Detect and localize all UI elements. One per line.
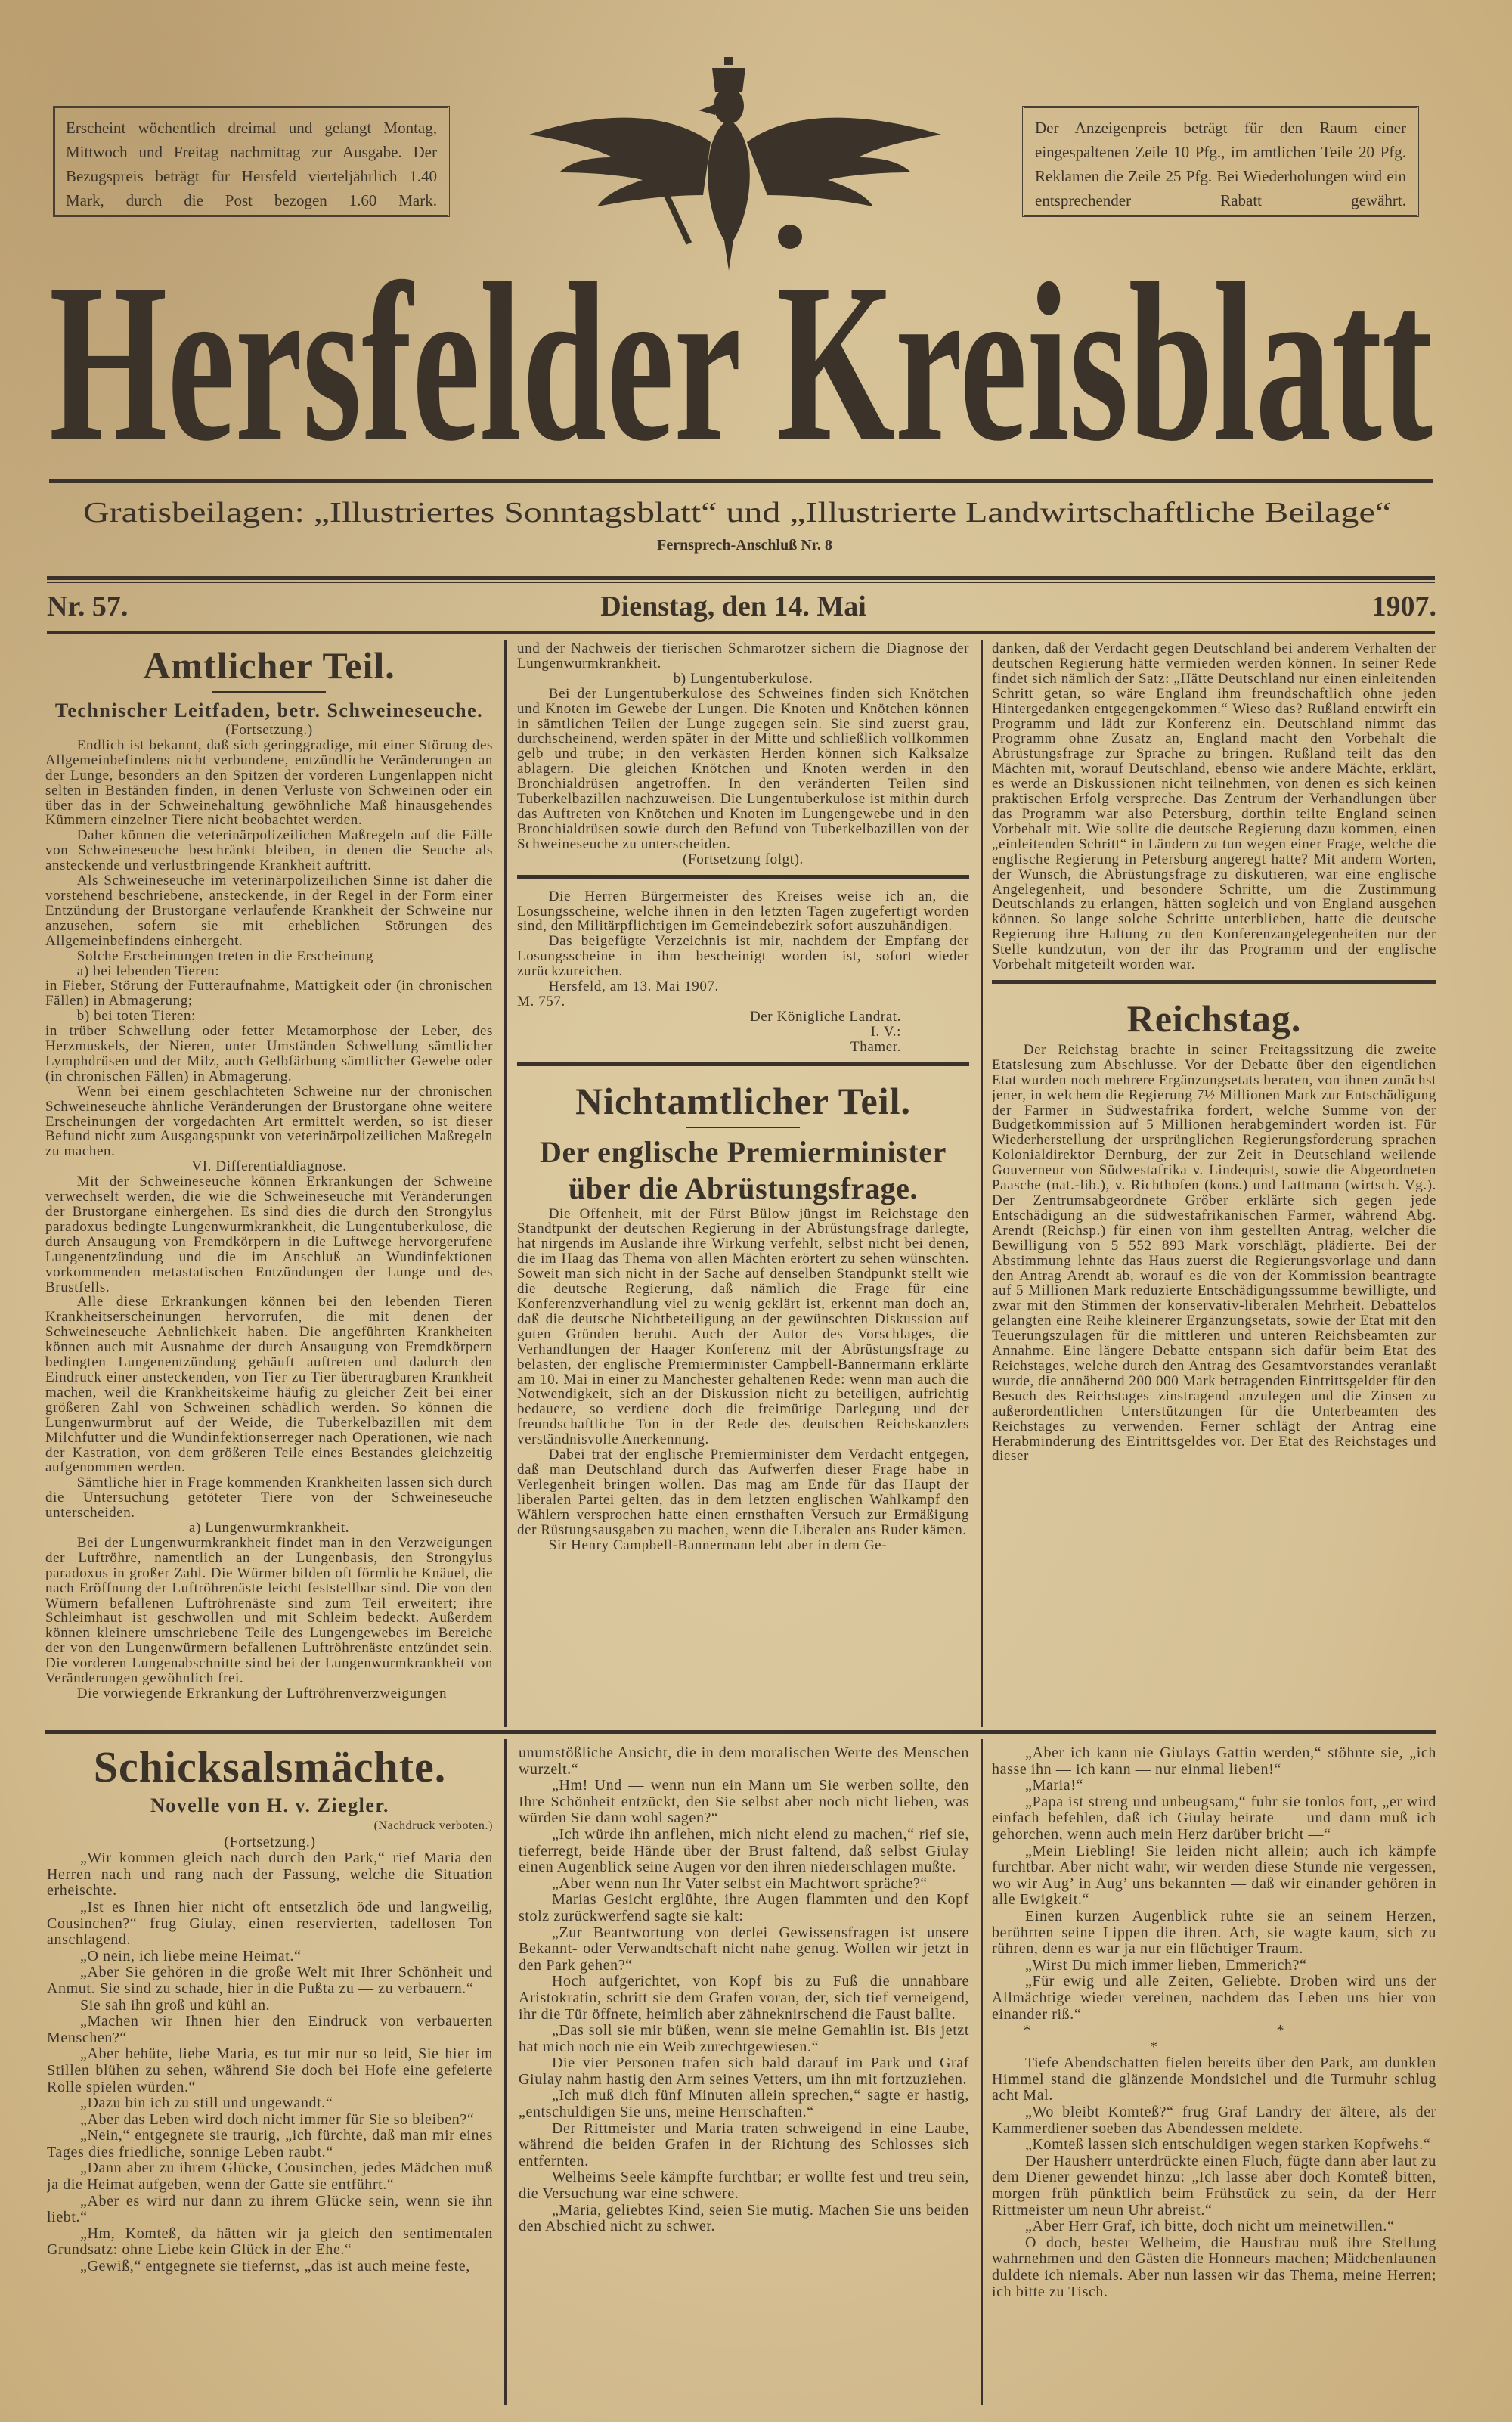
para-block: „Nein,“ entgegnete sie traurig, „ich fürchte, daß man mir eines Tages dies friedliche, sonnige Leben raubt.“ xyxy=(47,2127,493,2160)
para-block: „Mein Liebling! Sie leiden nicht allein; auch ich kämpfe furchtbar. Aber nicht wahr, wir werden diese Stunde nie vergessen, wo wir Aug’ in Aug’ uns bekannten — daß wir einander gehören in alle Ewigkeit.“ xyxy=(992,1842,1436,1909)
novel-column-2 xyxy=(519,1745,969,2418)
para-block: Wenn bei einem geschlachteten Schweine nur der chronischen Schweineseuche ähnliche Veränderungen der Brustorgane ohne weitere Erscheinungen der vorgedachten Art ermittelt werden, so ist dieser Befund nicht zum Ausgangspunkt von veterinärpolizeilichen Maßregeln zu machen. xyxy=(45,1083,493,1160)
issue-year: 1907. xyxy=(1371,591,1436,622)
para-block: Sie sah ihn groß und kühl an. xyxy=(80,1996,271,2014)
para-block: „Machen wir Ihnen hier den Eindruck von verbauerten Menschen?“ xyxy=(47,2013,493,2046)
para-block: „Dazu bin ich zu still und ungewandt.“ xyxy=(80,2095,333,2112)
para-block: Der Reichstag brachte in seiner Freitagssitzung die zweite Etatslesung zum Abschlusse. Vor der Debatte über den eigentlichen Etat wurden noch mehrere Ergänzungsetats beraten, von ihnen zunächst jener, in welchem die Regierung 7½ Millionen Mark zur Entschädigung der Farmer in Südwestafrika fordert, welche Summe von der Budgetkommission auf 5 Millionen herabgemindert worden ist. Für Wiederherstellung der ursprünglichen Regierungsforderung sprachen Kolonialdirektor Dernburg, der zur Zeit in Deutschland weilende Gouverneur von Südwestafrika v. Lindequist, sowie die Abgeordneten Paasche (nat.-lib.), v. Richthofen (kons.) und Lattmann (wirtsch. Vg.). Der Zentrumsabgeordnete Gröber erklärte sich gegen jede Entschädigung an die südwestafrikanischen Farmer, während Abg. Arendt (Reichsp.) für einen von ihm gestellten Antrag, welcher die Bewilligung von 5 552 893 Mark vorschlägt, plädierte. Bei der Abstimmung lehnte das Haus zuerst die Regierungsvorlage und dann den Antrag Arendt ab, worauf es die von der Kommission beantragte auf 5 Millionen Mark reduzierte Entschädigungssumme bewilligte, und zwar mit den Stimmen der konservativ-liberalen Mehrheit. Debattelos gelangten eine Reihe kleinerer Ergänzungsetats, sowie der Etat mit den Teuerungszulagen für die mittleren und unteren Reichsbeamten zur Annahme. Eine längere Debatte entspann sich dafür beim Etat des Reichstages, welche durch den Antrag des Gesamtvorstandes veranlaßt wurde, die annähernd 200 000 Mark betragenden Eintrittsgelder für den Besuch des Reichstages zinstragend anzulegen und die Zinsen zu außerordentlichen Unterstützungen für die Unterbeamten des Reichstages zu verwenden. Ferner schlägt der Antrag eine Herabminderung des Eintrittsgeldes vor. Der Etat des Reichstages und dieser xyxy=(992,1041,1436,1465)
heading-block: Nichtamtlicher Teil. xyxy=(575,1079,912,1122)
supplements-line xyxy=(83,493,1399,531)
subheading-block: Technischer Leitfaden, betr. Schweineseuche. xyxy=(54,699,484,721)
para-block: Bei der Lungentuberkulose des Schweines finden sich Knötchen und Knoten im Gewebe der Lungen. Die Knoten und Knötchen können in sämtlichen Teilen der Lunge zugegen sein. Sie sind zuerst grau, durchscheinend, werden später in der Mitte und schließlich vollkommen gelb und trübe; in den verkästen Herden können sich Kalksalze ablagern. Die gleichen Knötchen und Knoten werden in den Bronchialdrüsen angetroffen. In den veränderten Teilen sind Tuberkelbazillen nachzuweisen. Die Lungentuberkulose ist mithin durch das Auftreten von Knötchen und Knoten im Lungengewebe und in den Bronchialdrüsen sowie durch den Befund von Tuberkelbazillen von der Schweineseuche zu unterscheiden. xyxy=(517,685,969,852)
header-rule-thin xyxy=(47,582,1435,583)
phone-number: Fernsprech-Anschluß Nr. 8 xyxy=(657,537,832,554)
para-noindent-block: in trüber Schwellung oder fetter Metamorphose der Leber, des Herzmuskels, der Nieren, unter Umständen Schwellung sämtlicher Lymphdrüsen und der Milz, auch Gelbfärbung sämtlicher Gewebe oder (in chronischen Fällen) in Abmagerung. xyxy=(45,1023,493,1084)
para-block: Der Rittmeister und Maria traten schweigend in eine Laube, während die beiden Grafen in der Richtung des Schlosses sich entfernten. xyxy=(519,2120,969,2169)
para-block: Tiefe Abendschatten fielen bereits über den Park, am dunklen Himmel stand die glänzende Mondsichel und die Turmuhr schlug acht Mal. xyxy=(992,2055,1436,2104)
para-block: „Hm! Und — wenn nun ein Mann um Sie werben sollte, den Ihre Schönheit entzückt, den Sie selbst aber noch nicht lieben, was würden Sie dann wohl sagen?“ xyxy=(519,1777,969,1827)
para-block: „Aber es wird nur dann zu ihrem Glücke sein, wenn sie ihn liebt.“ xyxy=(47,2192,493,2226)
eagle-emblem-icon xyxy=(529,51,941,272)
para-block: Einen kurzen Augenblick ruhte sie an seinem Herzen, berührten seine Lippen die ihren. Ach, sie wagte kaum, sich zu rühren, denn es war ja nur ein flüchtiger Traum. xyxy=(992,1907,1436,1958)
para-block: Sir Henry Campbell-Bannermann lebt aber in dem Ge- xyxy=(548,1537,888,1553)
para-block: „Ist es Ihnen hier nicht oft entsetzlich öde und langweilig, Cousinchen?“ frug Giulay, einen reservierten, tadellosen Ton anschlagend. xyxy=(47,1898,493,1949)
sub-right-block: (Nachdruck verboten.) xyxy=(373,1819,493,1832)
heading-block: Schicksalsmächte. xyxy=(93,1742,447,1791)
ref-block: M. 757. xyxy=(517,993,565,1009)
supplements-text: Gratisbeilagen: „Illustriertes Sonntagsblatt“ und „Illustrierte Landwirtschaftliche Beilage“ xyxy=(83,497,1391,529)
sig-block: Der Königliche Landrat. xyxy=(749,1008,901,1025)
issue-date: Dienstag, den 14. Mai xyxy=(600,591,866,622)
heading-line-block xyxy=(686,1127,800,1128)
para-block: „Aber wenn nun Ihr Vater selbst ein Machtwort spräche?“ xyxy=(552,1875,928,1892)
para-block: „Das soll sie mir büßen, wenn sie meine Gemahlin ist. Bis jetzt hat mich noch nie ein Weib zurechtgewiesen.“ xyxy=(519,2022,969,2055)
para-block: Das beigefügte Verzeichnis ist mir, nachdem der Empfang der Losungsscheine in ihm bescheinigt worden ist, sofort wieder zurückzureichen. xyxy=(517,933,969,980)
para-block: Mit der Schweineseuche können Erkrankungen der Schweine verwechselt werden, die wie die Schweineseuche mit Veränderungen der Brustorgane einhergehen. Es sind dies die durch den Strongylus paradoxus bedingte Lungenwurmkrankheit, die Lungentuberkulose, die durch Ansaugung von Fremdkörpern in die Luftwege hervorgerufene Lungenentzündung und die im Anschluß an Wundinfektionen vorkommenden metastatischen Entzündungen der Lunge und des Brustfells. xyxy=(45,1174,493,1295)
official-section-column xyxy=(45,641,493,1726)
masthead-rule xyxy=(49,479,1433,483)
sig-block: Thamer. xyxy=(850,1038,901,1055)
para-block: Daher können die veterinärpolizeilichen Maßregeln auf die Fälle von Schweineseuche beschränkt bleiben, in denen die Seuche als ansteckende und verlustbringende Krankheit auftritt. xyxy=(45,827,493,874)
center-block: VI. Differentialdiagnose. xyxy=(191,1158,347,1175)
center-block: (Fortsetzung folgt). xyxy=(683,851,804,867)
para-block: Solche Erscheinungen treten in die Erscheinung xyxy=(76,947,373,964)
para-block: O doch, bester Welheim, die Hausfrau muß ihre Stellung wahrnehmen und den Gästen die Honneurs machen; Mädchenlaunen duldete ich niemals. Aber nun lassen wir das Thema, meine Herren; ich bitte zu Tisch. xyxy=(992,2234,1436,2300)
column-divider xyxy=(504,1739,507,2405)
subscription-info-text: Erscheint wöchentlich dreimal und gelangt Montag, Mittwoch und Freitag nachmittag zur Ausgabe. Der Bezugspreis beträgt für Hersfeld vierteljährlich 1.40 Mark, durch die Post bezogen 1.60 Mark. xyxy=(66,119,437,209)
subscription-info-box xyxy=(53,106,450,217)
headline-block: Der englische Premierminister über die Abrüstungsfrage. xyxy=(540,1134,947,1205)
novel-column-3 xyxy=(992,1745,1436,2418)
novel-column-1 xyxy=(47,1741,493,2417)
advertising-rates-box xyxy=(1022,106,1419,217)
para-block: „Wo bleibt Komteß?“ frug Graf Landry der ältere, als der Kammerdiener soeben das Abendessen meldete. xyxy=(992,2104,1436,2137)
para-block: b) bei toten Tieren: xyxy=(76,1008,196,1025)
newspaper-title-text: Hersfelder Kreisblatt xyxy=(49,268,1435,476)
para-block: „Wir kommen gleich nach durch den Park,“ rief Maria den Herren nach und rang nach der Fassung, welche die Situation erheischte. xyxy=(47,1850,493,1899)
advertising-rates-text: Der Anzeigenpreis beträgt für den Raum einer eingespaltenen Zeile 10 Pfg., im amtlichen Teile 20 Pfg. Reklamen die Zeile 25 Pfg. Bei Wiederholungen wird ein entsprechender Rabatt gewährt. xyxy=(1035,119,1406,209)
para-block: Die vorwiegende Erkrankung der Luftröhrenverzweigungen xyxy=(76,1685,448,1701)
para-block: „Dann aber zu ihrem Glücke, Cousinchen, jedes Mädchen muß ja die Heimat aufgeben, wenn der Gatte sie entführt.“ xyxy=(47,2160,493,2194)
subheading-block: Novelle von H. v. Ziegler. xyxy=(150,1794,390,1816)
para-block: „Gewiß,“ entgegnete sie tiefernst, „das ist auch meine feste, xyxy=(80,2258,470,2275)
para-block: Hersfeld, am 13. Mai 1907. xyxy=(548,978,719,995)
para-block: Bei der Lungenwurmkrankheit findet man in den Verzweigungen der Luftröhre, namentlich an der Lungenbasis, den Strongylus paradoxus in großer Zahl. Die Würmer bilden oft förmliche Knäuel, die nach Eröffnung der Luftröhrenäste leicht feststellbar sind. Die von den Wümern befallenen Luftröhrenäste sind zum Teil erweitert; ihre Schleimhaut ist geschwollen und mit Schleim bedeckt. Außerdem können kleinere umschriebene Teile des Lungengewebes im Bereiche der von den Lungenwürmern befallenen Luftröhrenäste entzündet sein. Die vorderen Lungenabschnitte sind bei der Lungenwurmkrankheit von Veränderungen gewöhnlich frei. xyxy=(45,1534,493,1687)
para-block: Die Herren Bürgermeister des Kreises weise ich an, die Losungsscheine, welche ihnen in den letzten Tagen zugefertigt worden sind, den Militärpflichtigen im Gemeindebezirk sofort auszuhändigen. xyxy=(517,888,969,935)
para-block: „Zur Beantwortung von derlei Gewissensfragen ist unsere Bekannt- oder Verwandtschaft nicht nahe genug. Wollen wir jetzt in den Park gehen?“ xyxy=(519,1924,969,1974)
header-rule xyxy=(47,576,1435,580)
para-block: a) bei lebenden Tieren: xyxy=(76,963,220,979)
para-block: Welheims Seele kämpfte furchtbar; er wollte fest und treu sein, die Versuchung war eine schwere. xyxy=(519,2169,969,2203)
para-block: „Papa ist streng und unbeugsam,“ fuhr sie tonlos fort, „er wird einfach befehlen, daß ich Giulay heirate — und dann muß ich gehorchen, wenn auch mein Herz darüber bricht —“ xyxy=(992,1793,1436,1843)
issue-number: Nr. 57. xyxy=(47,591,129,622)
column-divider xyxy=(504,640,507,1727)
stars-block: * * * xyxy=(1023,2022,1405,2055)
para-block: „Ich würde ihn anflehen, mich nicht elend zu machen,“ rief sie, tieferregt, beide Hände über der Brust faltend, daß selbst Giulay einen Augenblick seine Augen vor den ihren niederschlagen mußte. xyxy=(519,1825,969,1876)
center-block: a) Lungenwurmkrankheit. xyxy=(188,1520,350,1537)
para-block: „Ich muß dich fünf Minuten allein sprechen,“ sagte er hastig, „entschuldigen Sie uns, meine Herrschaften.“ xyxy=(519,2087,969,2121)
para-block: „Komteß lassen sich entschuldigen wegen starken Kopfwehs.“ xyxy=(1025,2136,1431,2154)
para-block: Die vier Personen trafen sich bald darauf im Park und Graf Giulay nahm hastig den Arm seines Vetters, um ihn mit fortzuziehen. xyxy=(519,2055,969,2088)
para-block: „Aber behüte, liebe Maria, es tut mir nur so leid, Sie hier im Stillen blühen zu sehen, während Sie doch bei Hofe eine gefeierte Rolle spielen würden.“ xyxy=(47,2045,493,2095)
para-block: „Für ewig und alle Zeiten, Geliebte. Droben wird uns der Allmächtige wieder vereinen, nachdem das Leben uns hier von einander riß.“ xyxy=(992,1973,1436,2023)
para-block: Als Schweineseuche im veterinärpolizeilichen Sinne ist daher die vorstehend beschriebene, ansteckende, in der Regel in der Form einer Entzündung der Brustorgane verlaufende Krankheit der Schweine nur anzusehen, sofern sie mit erheblichen Störungen des Allgemeinbefindens einhergeht. xyxy=(45,873,493,949)
rule-block-block xyxy=(992,980,1436,984)
heading-block: Amtlicher Teil. xyxy=(143,644,395,687)
para-noindent-block: und der Nachweis der tierischen Schmarotzer sichern die Diagnose der Lungenwurmkrankheit. xyxy=(517,641,969,671)
para-noindent-block: unumstößliche Ansicht, die in dem moralischen Werte des Menschen wurzelt.“ xyxy=(519,1745,969,1778)
para-block: Alle diese Erkrankungen können bei den lebenden Tieren Krankheitserscheinungen hervorrufen, die mit denen der Schweineseuche Aehnlichkeit haben. Die angeführten Krankheiten können auch mit Ausnahme der durch Ansaugung von Fremdkörpern bedingten Lungenentzündung gehäuft auftreten und dadurch den Eindruck einer ansteckenden, von Tier zu Tier übertragbaren Krankheit machen, weil die Krankheitskeime häufig zu gleicher Zeit bei einer größeren Zahl von Schweinen schädlich werden. So können die Lungenwurmbrut auf der Weide, die Tuberkelbazillen mit dem Milchfutter und die Wundinfektionserreger nach Operationen, wie nach der Kastration, von dem größeren Teile eines Bestandes gleichzeitig aufgenommen werden. xyxy=(45,1294,493,1476)
rule-block-block xyxy=(517,1062,969,1066)
right-news-column xyxy=(992,641,1436,1726)
para-block: „O nein, ich liebe meine Heimat.“ xyxy=(80,1947,302,1965)
para-block: Endlich ist bekannt, daß sich geringgradige, mit einer Störung des Allgemeinbefindens nicht verbundene, entzündliche Veränderungen an der Lunge, besonders an den Spitzen der vorderen Lungenlappen nicht selten in Beständen finden, in denen Verluste von Schweinen oder ein über das in der Schweinehaltung gewöhnliche Maß hinausgehendes Kümmern einzelner Tiere nicht beobachtet werden. xyxy=(45,737,493,829)
para-block: „Hm, Komteß, da hätten wir ja gleich den sentimentalen Grundsatz: ohne Liebe kein Glück in der Ehe.“ xyxy=(47,2225,493,2259)
heading-block: Reichstag. xyxy=(1126,997,1302,1040)
sig-block: I. V.: xyxy=(870,1023,901,1040)
newspaper-title xyxy=(45,268,1440,476)
center-block: (Fortsetzung.) xyxy=(224,1833,316,1850)
para-block: „Aber das Leben wird doch nicht immer für Sie so bleiben?“ xyxy=(80,2110,475,2128)
para-block: „Aber Herr Graf, ich bitte, doch nicht um meinetwillen.“ xyxy=(1025,2218,1395,2235)
center-block: (Fortsetzung.) xyxy=(225,722,313,738)
para-block: Die Offenheit, mit der Fürst Bülow jüngst im Reichstage den Standtpunkt der deutschen Regierung in der Abrüstungsfrage darlegte, hat nirgends im Auslande ihre Wirkung verfehlt, selbst nicht bei denen, die im Haag das Thema von allen Mächten erörtert zu sehen wünschten. Soweit man sich nicht in der Sache auf denselben Standpunkt stellt wie die deutsche Regierung, daß nämlich die Frage für eine Konferenzverhandlung viel zu wenig geklärt ist, erkennt man doch an, daß die deutsche Nichtbeteiligung an der gewünschten Diskussion auf guten Gründen beruht. Auch der Autor des Vorschlages, die Verhandlungen der Haager Konferenz mit der Abrüstungsfrage zu belasten, der englische Premierminister Campbell-Bannermann erklärte am 10. Mai in einer zu Manchester gehaltenen Rede: wenn man auch die Notwendigkeit, sich an der Diskussion nicht zu beteiligen, aufrichtig bedauere, so verdiene doch die freimütige Darlegung und der freundschaftliche Ton in der Rede des deutschen Reichskanzlers verständnisvolle Anerkennung. xyxy=(517,1205,969,1448)
column-divider xyxy=(981,640,983,1727)
center-block: b) Lungentuberkulose. xyxy=(673,670,813,687)
para-block: „Maria, geliebtes Kind, seien Sie mutig. Machen Sie uns beiden den Abschied nicht zu schwer. xyxy=(519,2201,969,2235)
para-block: „Maria!“ xyxy=(1025,1777,1083,1794)
para-block: „Aber Sie gehören in die große Welt mit Ihrer Schönheit und Anmut. Sie sind zu schade, hier in die Pußta zu — zu verbauern.“ xyxy=(47,1964,493,1997)
para-block: „Wirst Du mich immer lieben, Emmerich?“ xyxy=(1025,1956,1307,1974)
para-block: Dabei trat der englische Premierminister dem Verdacht entgegen, daß man Deutschland durch das Aufwerfen dieser Frage habe in Verlegenheit bringen wollen. Das mag am Ende für das Haupt der liberalen Partei gelten, das in dem letzten englischen Wahlkampf den Wählern versprochen hatte einen ernsthaften Versuch zur Ermäßigung der Rüstungsausgaben zu machen, wenn die Liberalen ans Ruder kämen. xyxy=(517,1447,969,1538)
para-noindent-block: danken, daß der Verdacht gegen Deutschland bei anderem Verhalten der deutschen Regierung hätte vermieden werden können. In seiner Rede findet sich nämlich der Satz: „Hätte Deutschland nur einen einleitenden Schritt getan, so wäre England ihm freundschaftlich ohne jeden Hintergedanken entgegengekommen.“ Wieso das? Rußland entwirft ein Programm und lädt zur Konferenz ein. Deutschland nimmt das Programm ohne Zusatz an, England macht den Vorbehalt die Abrüstungsfrage zur Sprache zu bringen. Rußland teilt das den Mächten mit, worauf Deutschland, ebenso wie andere Mächte, erklärt, es werde an Diskussionen nicht teilnehmen, von denen es sich keinen praktischen Erfolg verspreche. Das Zentrum der Verhandlungen über das Programm war also Petersburg, dorthin teilte England seinen Vorbehalt mit. Wie sollte die deutsche Regierung dazu kommen, einen „einleitenden Schritt“ in Ländern zu tun wegen einer Frage, welche die englische Regierung in Petersburg angeregt hatte? Mit andern Worten, der Wunsch, die Abrüstungsfrage zu diskutieren, war eine englische Angelegenheit, und besondere Schritte, um die Zustimmung Deutschlands zu erlangen, hätten sogleich und von England ausgehen können. So lange solche Schritte unterblieben, hatte die deutsche Regierung ihre Haltung zu den Konferenzangelegenheiten nur der Stelle kundzutun, von der ihr das Programm und der englische Vorbehalt mitgeteilt worden war. xyxy=(992,641,1436,973)
heading-line-block xyxy=(212,691,326,693)
middle-news-column xyxy=(517,641,969,1726)
para-noindent-block: in Fieber, Störung der Futteraufnahme, Mattigkeit oder (in chronischen Fällen) in Abmagerung; xyxy=(45,978,493,1009)
para-block: Hoch aufgerichtet, von Kopf bis zu Fuß die unnahbare Aristokratin, schritt sie dem Grafen voran, der, sich tief verneigend, ihr die Tür öffnete, heimlich aber zähneknirschend die Faust ballte. xyxy=(519,1973,969,2023)
header-bottom-rule xyxy=(47,631,1435,634)
rule-block-block xyxy=(517,875,969,879)
para-block: „Aber ich kann nie Giulays Gattin werden,“ stöhnte sie, „ich hasse ihn — ich kann — nur einmal lieben!“ xyxy=(992,1745,1436,1778)
para-block: Marias Gesicht erglühte, ihre Augen flammten und den Kopf stolz zurückwerfend sagte sie kalt: xyxy=(519,1891,969,1924)
para-block: Der Hausherr unterdrückte einen Fluch, fügte dann aber laut zu dem Diener gewendet hinzu: „Ich lasse aber doch Komteß bitten, morgen früh pünktlich beim Frühstück zu sein, da der Herr Rittmeister um neun Uhr abreist.“ xyxy=(992,2152,1436,2219)
feuilleton-rule xyxy=(45,1730,1436,1734)
para-block: Sämtliche hier in Frage kommenden Krankheiten lassen sich durch die Untersuchung getöteter Tiere von der Schweineseuche unterscheiden. xyxy=(45,1475,493,1521)
column-divider xyxy=(981,1739,983,2405)
